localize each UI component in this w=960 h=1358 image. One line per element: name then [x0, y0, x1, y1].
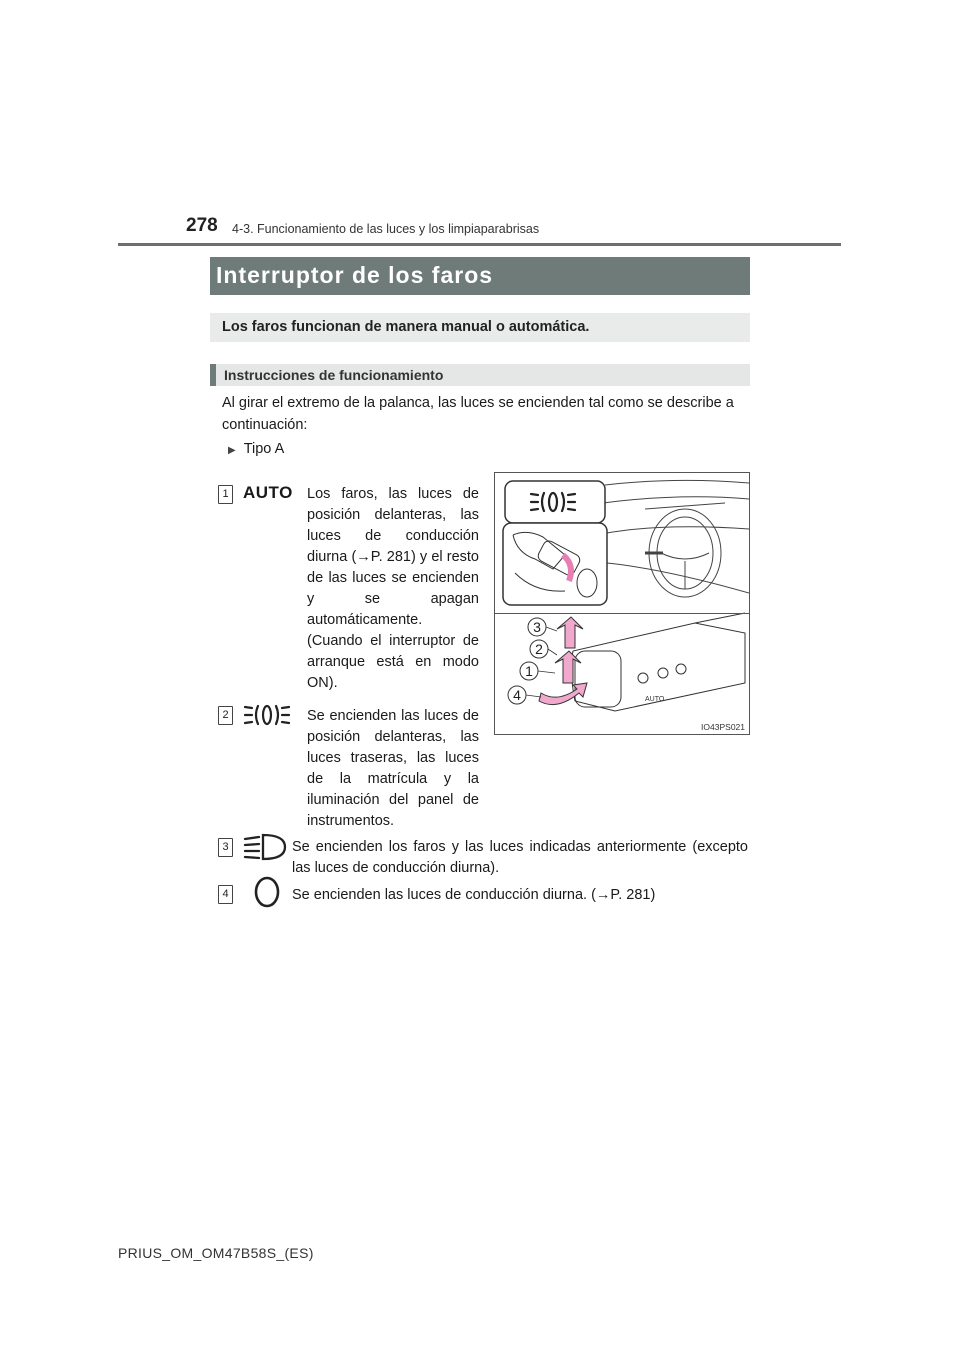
headlight-switch-figure: [494, 472, 750, 735]
page-number: 278: [186, 215, 218, 236]
item-number-1: 1: [218, 485, 233, 504]
summary-box: Los faros funcionan de manera manual o automática.: [210, 313, 750, 342]
item-number-4: 4: [218, 885, 233, 904]
item-description-3: Se encienden los faros y las luces indicadas anteriormente (excepto las luces de conducción diurna).: [292, 839, 748, 876]
position-lights-icon: [244, 702, 290, 728]
daytime-running-light-icon: [252, 875, 282, 909]
item-number-2: 2: [218, 706, 233, 725]
section-breadcrumb: 4-3. Funcionamiento de las luces y los limpiaparabrisas: [232, 222, 540, 236]
figure-callout-3: 3: [533, 619, 541, 635]
figure-callout-4: 4: [513, 687, 521, 703]
figure-code: IO43PS021: [701, 722, 745, 732]
item-description-2: Se encienden las luces de posición delanteras, las luces traseras, las luces de la matrícula y la iluminación del panel de instrumentos.: [307, 708, 479, 829]
subheading: Instrucciones de funcionamiento: [210, 364, 750, 386]
figure-callout-1: 1: [525, 663, 533, 679]
intro-paragraph: Al girar el extremo de la palanca, las luces se encienden tal como se describe a continuación:: [222, 395, 734, 433]
header-rule: [118, 243, 841, 246]
dashboard-illustration: [495, 473, 750, 735]
figure-switch-label: AUTO: [645, 696, 665, 703]
figure-callout-2: 2: [535, 641, 543, 657]
figure-divider: [495, 613, 749, 614]
item-description-4: Se encienden las luces de conducción diurna. (→P. 281): [292, 887, 656, 903]
footer-document-code: PRIUS_OM_OM47B58S_(ES): [118, 1245, 314, 1261]
headlight-icon: [243, 832, 289, 862]
type-label: ▶ Tipo A: [228, 441, 285, 457]
item-number-3: 3: [218, 838, 233, 857]
page-title: Interruptor de los faros: [210, 257, 750, 295]
item-description-1: Los faros, las luces de posición delanteras, las luces de conducción diurna (→P. 281) y el resto de las luces se encienden y se apagan automáticamente. (Cuando el interruptor de arranque está en modo ON).: [307, 486, 479, 691]
auto-symbol-icon: AUTO: [243, 483, 293, 502]
triangle-bullet-icon: ▶: [228, 445, 236, 456]
